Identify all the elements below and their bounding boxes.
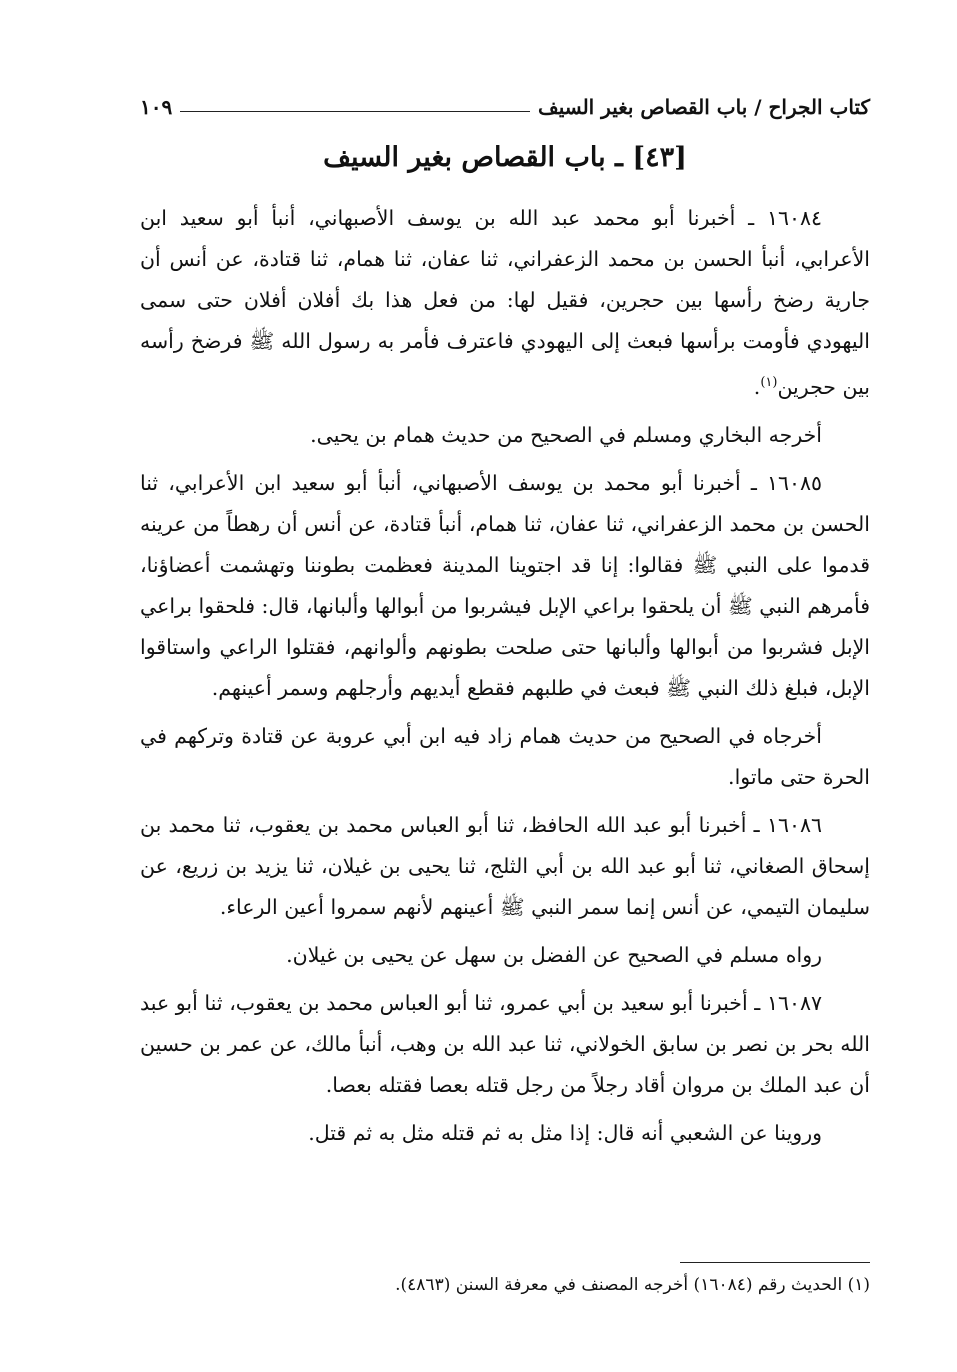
takhrij-16086: رواه مسلم في الصحيح عن الفضل بن سهل عن يحيى بن غيلان. xyxy=(286,942,822,967)
section-title: [٤٣] ـ باب القصاص بغير السيف xyxy=(323,142,687,173)
header-rule xyxy=(180,111,530,112)
takhrij-16084: أخرجه البخاري ومسلم في الصحيح من حديث همام بن يحيى. xyxy=(310,422,822,447)
takhrij-16085: أخرجاه في الصحيح من حديث همام زاد فيه ابن أبي عروبة عن قتادة وتركهم في الحرة حتى ماتوا. xyxy=(140,723,870,789)
hadith-16086: ١٦٠٨٦ ـ أخبرنا أبو عبد الله الحافظ، ثنا أبو العباس محمد بن يعقوب، ثنا محمد بن إسحاق الصغاني، ثنا أبو عبد الله بن أبي الثلج، ثنا يحيى بن غيلان، ثنا يزيد بن زريع، عن سليمان التيمي، عن أنس إنما سمر النبي ﷺ أعينهم لأنهم سمروا أعين الرعاء. xyxy=(140,812,870,919)
hadith-16085: ١٦٠٨٥ ـ أخبرنا أبو محمد بن يوسف الأصبهاني، أنبأ أبو سعيد ابن الأعرابي، ثنا الحسن بن محمد الزعفراني، ثنا عفان، ثنا همام، أنبأ قتادة، عن أنس أن رهطاً من عرينه قدموا على النبي ﷺ فقالوا: إنا قد اجتوينا المدينة فعظمت بطوننا وتهشمت أعضاؤنا، فأمرهم النبي ﷺ أن يلحقوا براعي الإبل فيشربوا من أبوالها وألبانها، قال: فلحقوا براعي الإبل فشربوا من أبوالها وألبانها حتى صلحت بطونهم وألوانهم، فقتلوا الراعي واستاقوا الإبل، فبلغ ذلك النبي ﷺ فبعث في طلبهم فقطع أيديهم وأرجلهم وسمر أعينهم. xyxy=(140,470,870,700)
hadith-16084: ١٦٠٨٤ ـ أخبرنا أبو محمد عبد الله بن يوسف الأصبهاني، أنبأ أبو سعيد ابن الأعرابي، أنبأ الحسن بن محمد الزعفراني، ثنا عفان، ثنا همام، ثنا قتادة، عن أنس أن جارية رضخ رأسها بين حجرين، فقيل لها: من فعل هذا بك أفلان أفلان حتى سمى اليهودي فأومت برأسها فبعث إلى اليهودي فاعترف فأمر به رسول الله ﷺ فرضخ رأسه بين حجرين$^{(١)}$. xyxy=(140,206,870,399)
page xyxy=(140,0,870,1372)
header-title: كتاب الجراح / باب القصاص بغير السيف xyxy=(537,95,870,119)
footnote-rule xyxy=(680,1262,870,1263)
running-header xyxy=(140,92,870,122)
shabi-note: وروينا عن الشعبي أنه قال: إذا مثل به ثم قتله مثل به ثم قتل. xyxy=(308,1120,822,1145)
footnote: (١) الحديث رقم (١٦٠٨٤) أخرجه المصنف في معرفة السنن (٤٨٦٣). xyxy=(395,1275,870,1295)
page-number: ١٠٩ xyxy=(140,95,173,119)
footnote-ref: (١) xyxy=(760,375,778,390)
body-text xyxy=(140,198,870,1161)
hadith-16087: ١٦٠٨٧ ـ أخبرنا أبو سعيد بن أبي عمرو، ثنا أبو العباس محمد بن يعقوب، ثنا أبو عبد الله بحر بن نصر بن سابق الخولاني، ثنا عبد الله بن وهب، أنبأ مالك، عن عمر بن حسين أن عبد الملك بن مروان أقاد رجلاً من رجل قتله بعصا فقتله بعصا. xyxy=(140,990,870,1097)
